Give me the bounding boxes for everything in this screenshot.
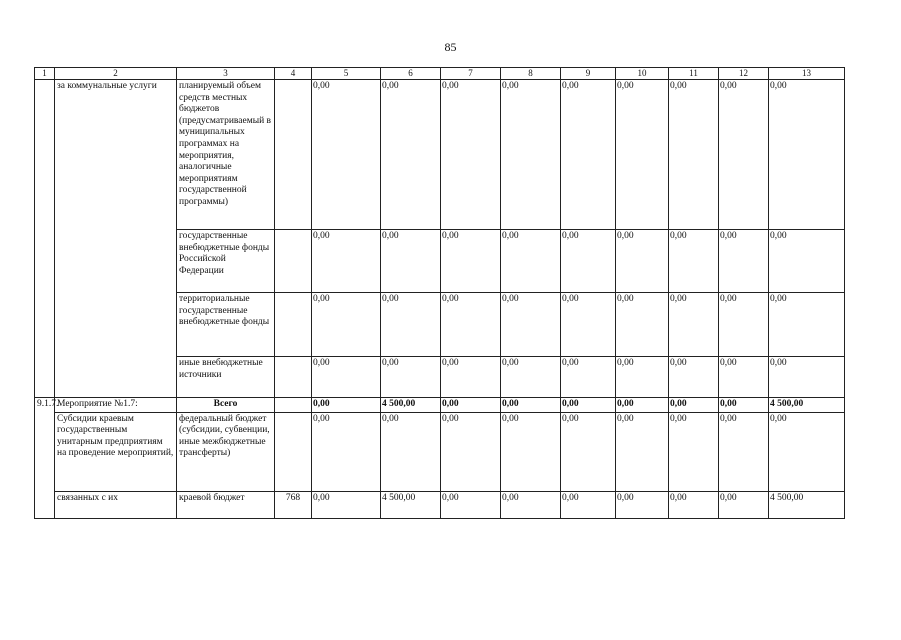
value-cell: 0,00 <box>719 398 769 413</box>
value-cell: 0,00 <box>769 230 845 293</box>
value-cell: 0,00 <box>561 357 616 398</box>
value-cell: 0,00 <box>616 491 669 518</box>
value-cell: 0,00 <box>501 80 561 230</box>
value-cell: 0,00 <box>769 80 845 230</box>
code-cell <box>275 293 312 357</box>
table-row <box>35 491 845 518</box>
col-header: 13 <box>769 68 845 80</box>
value-cell: 0,00 <box>616 80 669 230</box>
value-cell: 0,00 <box>441 398 501 413</box>
value-cell: 0,00 <box>312 398 381 413</box>
value-cell: 4 500,00 <box>381 398 441 413</box>
source-cell: государственные внебюджетные фонды Российской Федерации <box>177 230 275 293</box>
value-cell: 0,00 <box>561 80 616 230</box>
value-cell: 0,00 <box>441 230 501 293</box>
value-cell: 0,00 <box>441 412 501 491</box>
value-cell: 0,00 <box>381 230 441 293</box>
value-cell: 0,00 <box>769 412 845 491</box>
col-header: 9 <box>561 68 616 80</box>
value-cell: 0,00 <box>381 80 441 230</box>
activity-title-cell: Мероприятие №1.7: <box>55 398 177 413</box>
value-cell: 0,00 <box>616 412 669 491</box>
value-cell: 0,00 <box>441 491 501 518</box>
col-header: 7 <box>441 68 501 80</box>
value-cell: 0,00 <box>501 398 561 413</box>
source-cell: иные внебюджетные источники <box>177 357 275 398</box>
value-cell: 0,00 <box>669 398 719 413</box>
col-header: 1 <box>35 68 55 80</box>
col-header: 10 <box>616 68 669 80</box>
value-cell: 0,00 <box>719 230 769 293</box>
source-cell: федеральный бюджет (субсидии, субвенции, иные межбюджетные трансферты) <box>177 412 275 491</box>
value-cell: 0,00 <box>561 412 616 491</box>
col-header: 4 <box>275 68 312 80</box>
activity-text-cell: Субсидии краевым государственным унитарным предприятиям на проведение мероприятий, <box>55 412 177 491</box>
value-cell: 0,00 <box>669 230 719 293</box>
value-cell: 0,00 <box>312 80 381 230</box>
value-cell: 0,00 <box>501 412 561 491</box>
code-cell <box>275 357 312 398</box>
value-cell: 0,00 <box>312 357 381 398</box>
value-cell: 0,00 <box>719 80 769 230</box>
value-cell: 4 500,00 <box>381 491 441 518</box>
value-cell: 0,00 <box>501 293 561 357</box>
value-cell: 0,00 <box>381 412 441 491</box>
value-cell: 0,00 <box>501 357 561 398</box>
value-cell: 0,00 <box>441 293 501 357</box>
value-cell: 0,00 <box>719 293 769 357</box>
table-row <box>35 80 845 230</box>
activity-name-cell: за коммунальные услуги <box>55 80 177 398</box>
value-cell: 0,00 <box>312 230 381 293</box>
table-row <box>35 412 845 491</box>
col-header: 11 <box>669 68 719 80</box>
col-header: 5 <box>312 68 381 80</box>
value-cell: 0,00 <box>441 80 501 230</box>
value-cell: 0,00 <box>312 491 381 518</box>
value-cell: 0,00 <box>561 491 616 518</box>
value-cell: 0,00 <box>769 293 845 357</box>
value-cell: 0,00 <box>616 357 669 398</box>
value-cell: 0,00 <box>669 491 719 518</box>
column-number-row <box>35 68 845 80</box>
table-row-total <box>35 398 845 413</box>
value-cell: 0,00 <box>312 412 381 491</box>
value-cell: 0,00 <box>312 293 381 357</box>
value-cell: 0,00 <box>561 230 616 293</box>
row-number-cell: 9.1.7. <box>35 398 55 519</box>
row-number-cell <box>35 80 55 398</box>
activity-text-cell: связанных с их <box>55 491 177 518</box>
source-cell: планируемый объем средств местных бюджетов (предусматриваемый в муниципальных программах на мероприятия, аналогичные мероприятиям государственной программы) <box>177 80 275 230</box>
col-header: 12 <box>719 68 769 80</box>
value-cell: 0,00 <box>616 230 669 293</box>
value-cell: 0,00 <box>561 398 616 413</box>
source-cell: территориальные государственные внебюджетные фонды <box>177 293 275 357</box>
value-cell: 0,00 <box>616 293 669 357</box>
value-cell: 4 500,00 <box>769 398 845 413</box>
value-cell: 0,00 <box>561 293 616 357</box>
code-cell: 768 <box>275 491 312 518</box>
value-cell: 0,00 <box>441 357 501 398</box>
value-cell: 0,00 <box>669 80 719 230</box>
code-cell <box>275 80 312 230</box>
code-cell <box>275 230 312 293</box>
value-cell: 0,00 <box>719 357 769 398</box>
col-header: 8 <box>501 68 561 80</box>
value-cell: 0,00 <box>719 491 769 518</box>
value-cell: 0,00 <box>381 357 441 398</box>
value-cell: 0,00 <box>769 357 845 398</box>
value-cell: 0,00 <box>669 293 719 357</box>
source-cell: краевой бюджет <box>177 491 275 518</box>
code-cell <box>275 412 312 491</box>
code-cell <box>275 398 312 413</box>
value-cell: 0,00 <box>669 357 719 398</box>
value-cell: 0,00 <box>669 412 719 491</box>
value-cell: 0,00 <box>719 412 769 491</box>
col-header: 3 <box>177 68 275 80</box>
value-cell: 0,00 <box>501 491 561 518</box>
value-cell: 0,00 <box>381 293 441 357</box>
total-label-cell: Всего <box>177 398 275 413</box>
budget-table <box>34 67 845 519</box>
value-cell: 0,00 <box>501 230 561 293</box>
col-header: 2 <box>55 68 177 80</box>
value-cell: 0,00 <box>616 398 669 413</box>
page-number: 85 <box>444 40 457 54</box>
value-cell: 4 500,00 <box>769 491 845 518</box>
col-header: 6 <box>381 68 441 80</box>
